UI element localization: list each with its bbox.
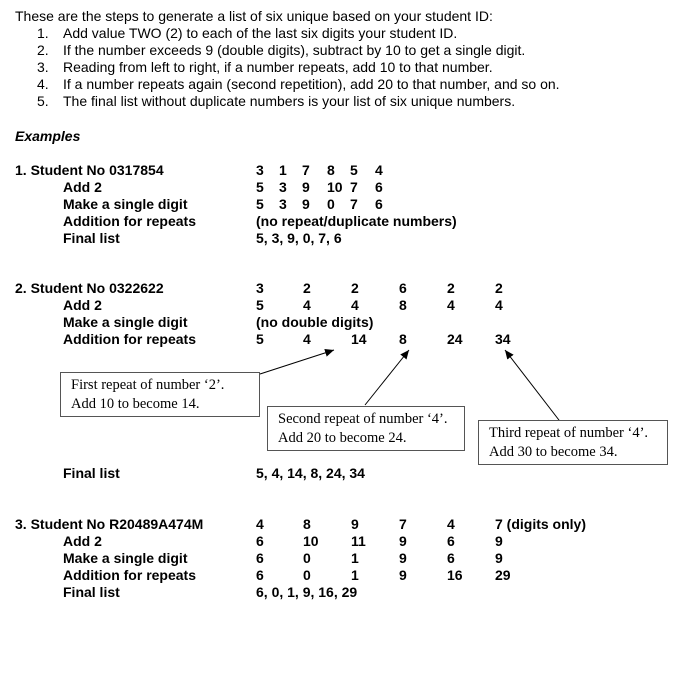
grid-cell: 3 [279, 179, 287, 195]
grid-cell: 5 [256, 179, 264, 195]
row-label: Addition for repeats [63, 331, 197, 347]
grid-cell: 0 [327, 196, 335, 212]
repeat-value: 5 [256, 331, 264, 347]
grid-cell: 8 [327, 162, 335, 178]
repeat-value: 34 [495, 331, 511, 347]
grid-cell: 9 [495, 533, 503, 549]
repeat-value: 14 [351, 331, 367, 347]
row-label: Final list [63, 584, 120, 600]
grid-cell: 7 (digits only) [495, 516, 586, 532]
step-number: 3. [37, 59, 49, 75]
grid-cell: 3 [279, 196, 287, 212]
grid-cell: 7 [302, 162, 310, 178]
grid-cell: 2 [447, 280, 455, 296]
grid-cell: 7 [399, 516, 407, 532]
grid-cell: 6 [447, 533, 455, 549]
step-text: Add value TWO (2) to each of the last six digits your student ID. [63, 25, 458, 41]
grid-cell: 16 [447, 567, 463, 583]
grid-cell: 4 [495, 297, 503, 313]
intro-text: These are the steps to generate a list of six unique based on your student ID: [15, 8, 493, 24]
step-text: Reading from left to right, if a number repeats, add 10 to that number. [63, 59, 493, 75]
ex1-note: (no repeat/duplicate numbers) [256, 213, 457, 229]
arrow-first-repeat [260, 350, 334, 374]
grid-cell: 4 [375, 162, 383, 178]
grid-cell: 5 [256, 297, 264, 313]
grid-cell: 29 [495, 567, 511, 583]
grid-cell: 10 [303, 533, 319, 549]
grid-cell: 3 [256, 280, 264, 296]
grid-cell: 6 [256, 533, 264, 549]
step-text: If a number repeats again (second repetition), add 20 to that number, and so on. [63, 76, 560, 92]
ex2-final-label: Final list [63, 465, 120, 481]
grid-cell: 4 [303, 297, 311, 313]
callout-second-repeat: Second repeat of number ‘4’. Add 20 to become 24. [267, 406, 465, 451]
grid-cell: 6 [375, 196, 383, 212]
grid-cell: 8 [303, 516, 311, 532]
grid-cell: 0 [303, 550, 311, 566]
grid-cell: 6 [375, 179, 383, 195]
grid-cell: 4 [351, 297, 359, 313]
ex2-note: (no double digits) [256, 314, 374, 330]
step-text: The final list without duplicate numbers is your list of six unique numbers. [63, 93, 516, 109]
grid-cell: 3 [256, 162, 264, 178]
grid-cell: 7 [350, 179, 358, 195]
repeat-value: 24 [447, 331, 463, 347]
grid-cell: 9 [399, 567, 407, 583]
grid-cell: 0 [303, 567, 311, 583]
step-number: 1. [37, 25, 49, 41]
repeat-value: 8 [399, 331, 407, 347]
grid-cell: 6 [399, 280, 407, 296]
row-label: Make a single digit [63, 196, 188, 212]
grid-cell: 2 [495, 280, 503, 296]
row-label: Add 2 [63, 179, 102, 195]
grid-cell: 4 [447, 297, 455, 313]
callout-third-repeat: Third repeat of number ‘4’. Add 30 to become 34. [478, 420, 668, 465]
grid-cell: 10 [327, 179, 343, 195]
grid-cell: 4 [447, 516, 455, 532]
row-label: Add 2 [63, 533, 102, 549]
grid-cell: 1 [351, 550, 359, 566]
step-number: 2. [37, 42, 49, 58]
step-text: If the number exceeds 9 (double digits), subtract by 10 to get a single digit. [63, 42, 526, 58]
grid-cell: 9 [495, 550, 503, 566]
ex2-final: 5, 4, 14, 8, 24, 34 [256, 465, 365, 481]
grid-cell: 11 [351, 533, 366, 549]
step-number: 5. [37, 93, 49, 109]
row-label: Make a single digit [63, 550, 188, 566]
row-label: Make a single digit [63, 314, 188, 330]
ex2-title: 2. Student No 0322622 [15, 280, 164, 296]
grid-cell: 6 [447, 550, 455, 566]
row-label: Addition for repeats [63, 567, 197, 583]
grid-cell: 9 [351, 516, 359, 532]
grid-cell: 2 [303, 280, 311, 296]
grid-cell: 9 [399, 533, 407, 549]
row-label: Addition for repeats [63, 213, 197, 229]
grid-cell: 6 [256, 550, 264, 566]
ex3-title: 3. Student No R20489A474M [15, 516, 204, 532]
grid-cell: 8 [399, 297, 407, 313]
grid-cell: 9 [302, 196, 310, 212]
grid-cell: 1 [351, 567, 359, 583]
grid-cell: 5 [256, 196, 264, 212]
grid-cell: 9 [399, 550, 407, 566]
grid-cell: 5 [350, 162, 358, 178]
callout-first-repeat: First repeat of number ‘2’. Add 10 to become 14. [60, 372, 260, 417]
grid-cell: 6 [256, 567, 264, 583]
step-number: 4. [37, 76, 49, 92]
grid-cell: 4 [256, 516, 264, 532]
ex3-final: 6, 0, 1, 9, 16, 29 [256, 584, 358, 600]
row-label: Final list [63, 230, 120, 246]
grid-cell: 9 [302, 179, 310, 195]
examples-heading: Examples [15, 128, 81, 144]
row-label: Add 2 [63, 297, 102, 313]
ex1-final: 5, 3, 9, 0, 7, 6 [256, 230, 342, 246]
ex1-title: 1. Student No 0317854 [15, 162, 164, 178]
arrow-third-repeat [505, 350, 562, 424]
grid-cell: 7 [350, 196, 358, 212]
arrow-second-repeat [365, 350, 409, 405]
grid-cell: 1 [279, 162, 287, 178]
grid-cell: 2 [351, 280, 359, 296]
repeat-value: 4 [303, 331, 311, 347]
